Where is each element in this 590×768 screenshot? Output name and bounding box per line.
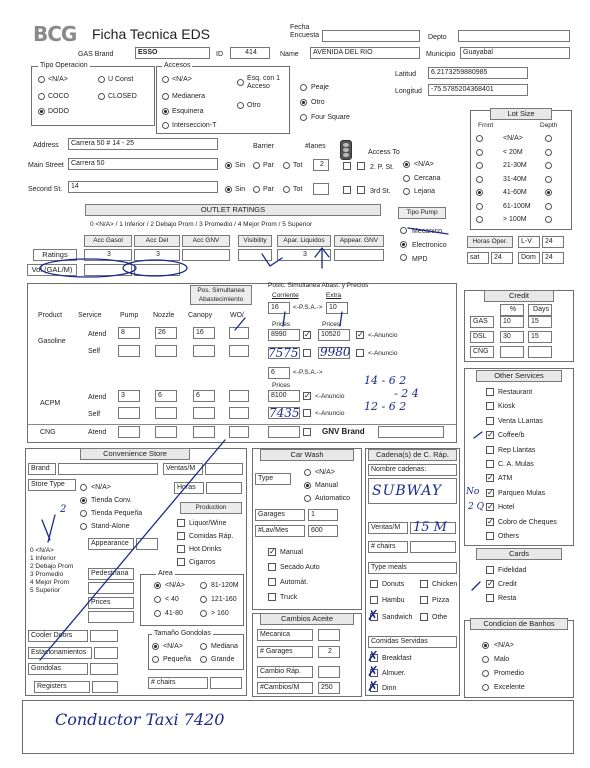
- meal-pizza-label: Pizza: [432, 597, 450, 604]
- cs-horas-label: Horas: [174, 482, 204, 494]
- cw-lavmes-field[interactable]: 600: [308, 525, 338, 537]
- cs-store-type-label: Store Type: [28, 479, 76, 491]
- cs-tamano-pequena-label: Pequeña: [163, 656, 192, 663]
- comida-breakfast-x-icon: ✗: [367, 649, 379, 665]
- acpm-atend-label: Atend: [88, 394, 107, 401]
- banos-label: <N/A>: [494, 642, 514, 649]
- lot-option-label: 31-40M: [503, 175, 527, 183]
- cs-area-gt160-label: > 160: [211, 610, 229, 617]
- gas-prices-label-a: Prices: [272, 321, 291, 328]
- rating-acc-del[interactable]: 3: [134, 249, 180, 261]
- horas-lv-label: L-V: [518, 236, 540, 248]
- lot-option-label: > 100M: [503, 216, 527, 223]
- cs-area-label: Area: [158, 570, 173, 577]
- col-product: Product: [38, 312, 63, 319]
- peaje-label: Peaje: [311, 84, 329, 91]
- convenience-title: Convenience Store: [80, 448, 190, 460]
- cs-gondolas-label: Gondolas: [28, 663, 88, 675]
- gasoline-label: Gasoline: [38, 338, 66, 345]
- banos-label: Malo: [494, 656, 510, 663]
- comida-dinn-x-icon: ✗: [367, 679, 379, 695]
- col-service: Service: [78, 312, 102, 319]
- cw-lavmes-label: #Lav/Mes: [255, 525, 305, 537]
- visibility-check-mark: [262, 254, 282, 266]
- cs-ventas-label: Ventas/M: [163, 463, 203, 475]
- credit-pct-header: %: [500, 304, 524, 316]
- ca-cambios-mes-label: #Cambios/M: [257, 682, 313, 694]
- service-label: Cobro de Cheques: [498, 518, 557, 526]
- lot-option-label: 21-30M: [503, 162, 527, 169]
- fecha-label: Fecha Encuesta: [290, 24, 320, 39]
- credit-tick: [472, 582, 480, 590]
- gas-hw-extra-price: 9980: [320, 345, 351, 359]
- acpm-anuncio-label: <-Anuncio: [315, 393, 345, 400]
- longitud-field[interactable]: -75.5785204368401: [428, 84, 528, 96]
- comida-breakfast-label: Breakfast: [382, 655, 412, 662]
- diagonal-cross-mark: [40, 440, 225, 660]
- cadena-comidas-label: Comidas Servidas: [368, 636, 457, 648]
- accesos-esquinera-label: Esquinera: [172, 108, 204, 115]
- rating-apar-liquidos[interactable]: 3: [277, 249, 331, 261]
- second-barrier-tot-label: Tot: [293, 186, 303, 193]
- acpm-anuncio-label-self: <-Anuncio: [315, 410, 345, 417]
- barrier-label: Barrier: [253, 143, 275, 150]
- col-canopy: Canopy: [188, 312, 213, 319]
- ca-cambio-rap-label: Cambio Ráp.: [257, 666, 313, 678]
- main-street-label: Main Street: [28, 162, 64, 169]
- gas-canopy-field[interactable]: 16: [193, 327, 215, 339]
- cs-comidas-label: Comidas Ráp.: [189, 533, 234, 540]
- cadena-chairs-label: # chairs: [368, 541, 408, 553]
- gas-brand-label: GAS Brand: [78, 51, 114, 58]
- wo-tick: [235, 318, 245, 330]
- pump-mecanico-label: Mecanico: [412, 228, 442, 235]
- col-nozzle: Nozzle: [153, 312, 175, 319]
- service-label: Others: [498, 533, 520, 540]
- acpm-note-2: - 2 4: [394, 387, 419, 400]
- lot-option-label: < 20M: [503, 148, 523, 156]
- pump-electronico-label: Electronico: [412, 242, 447, 249]
- main-barrier-par-label: Par: [263, 162, 274, 169]
- cadena-type-meals-label: Type meals: [368, 562, 457, 574]
- horas-dom-field[interactable]: 24: [542, 252, 564, 264]
- cs-hw-mark: 2: [60, 504, 67, 515]
- accesos-na-label: <N/A>: [172, 76, 192, 83]
- credit-gas-days[interactable]: 15: [528, 316, 552, 328]
- card-label: Credit: [498, 581, 517, 588]
- acpm-self-label: Self: [88, 411, 101, 418]
- cards-title: Cards: [476, 548, 562, 560]
- address-label: Address: [33, 142, 59, 149]
- car-wash-title: Car Wash: [260, 449, 354, 461]
- second-barrier-sin-label: Sin: [235, 186, 246, 193]
- cs-area-160-label: 121-160: [211, 596, 237, 603]
- horas-lv-field[interactable]: 24: [542, 236, 564, 248]
- other-services-title: Other Services: [476, 370, 562, 382]
- horas-oper-label: Horas Oper.: [467, 236, 513, 248]
- rating-acc-gasol[interactable]: 3: [84, 249, 132, 261]
- service-label: Kiosk: [498, 403, 516, 411]
- cs-scribble-mark: [42, 515, 55, 542]
- latitud-field[interactable]: 6.2173259880985: [428, 67, 528, 79]
- outlet-ratings-scale: 0 <N/A> / 1 Inferior / 2 Debajo Prom / 3 Promedio / 4 Mejor Prom / 5 Superior: [90, 221, 313, 228]
- gasoline-self-label: Self: [88, 348, 101, 355]
- acc-del-button[interactable]: Acc Del: [134, 235, 180, 247]
- cadena-title: Cadena(s) de C. Ráp.: [368, 449, 457, 461]
- lot-depth-label: Depth: [540, 122, 558, 129]
- comida-almuer-x-icon: ✗: [367, 664, 379, 680]
- gasoline-atend-label: Atend: [88, 331, 107, 338]
- ca-cambios-mes-field[interactable]: 250: [318, 682, 340, 694]
- accesos-medianera-label: Medianera: [172, 93, 206, 100]
- service-label: Parqueo Mulas: [498, 489, 546, 497]
- cs-estacionamientos-label: Estacionamientos: [28, 647, 92, 659]
- otro-label: Otro: [311, 99, 325, 106]
- cs-prices-label: Prices: [88, 597, 134, 609]
- ca-mecanica-label: Mecanica: [257, 629, 313, 641]
- cw-truck-label: Truck: [280, 594, 298, 601]
- lot-option-label: 61-100M: [503, 202, 531, 210]
- lot-frente-label: Frnnt: [478, 122, 494, 129]
- tipo-op-dodo-label: DODO: [48, 108, 69, 115]
- mecanico-strike-mark: [408, 228, 448, 234]
- acc-gnv-button[interactable]: Acc GNV: [182, 235, 230, 247]
- banos-title: Condicion de Banhos: [470, 618, 568, 630]
- gas-anuncio-label: <-Anuncio: [368, 332, 398, 339]
- name-field[interactable]: AVENIDA DEL RIO: [310, 47, 420, 59]
- cs-cooler-label: Cooler Doors: [28, 630, 88, 642]
- cw-type-label: Type: [255, 473, 291, 485]
- cw-type-auto-label: Automatico: [315, 495, 351, 502]
- banos-label: Excelente: [494, 684, 525, 691]
- service-label: Venta LLantas: [498, 417, 543, 425]
- gas-price-extra[interactable]: 10520: [318, 329, 350, 341]
- tipo-op-coco-label: COCO: [48, 93, 69, 100]
- municipio-field[interactable]: Guayabal: [460, 47, 570, 59]
- comida-dinn-label: Dinn: [382, 685, 397, 692]
- lot-size-title: Lot Size: [490, 108, 552, 120]
- accesos-otro-label: Otro: [247, 102, 261, 109]
- credit-days-header: Days: [528, 304, 552, 316]
- ratings-label: Ratings: [33, 249, 77, 261]
- cw-garages-label: Garages: [255, 509, 305, 521]
- second-st-field[interactable]: 14: [68, 181, 218, 193]
- cw-type-na-label: <N/A>: [315, 469, 335, 476]
- cs-registers-label: Registers: [34, 681, 90, 693]
- visibility-button[interactable]: Visibility: [238, 235, 272, 247]
- latitud-label: Latitud: [395, 71, 417, 78]
- corriente-label: Corriente: [272, 292, 299, 299]
- main-street-field[interactable]: Carrera 50: [68, 158, 218, 170]
- cw-type-manual-label: Manual: [315, 482, 338, 489]
- pump-mpd-label: MPD: [412, 256, 428, 263]
- accesos-title: Accesos: [164, 62, 191, 69]
- horas-dom-label: Dom: [518, 252, 540, 264]
- meal-chicken-label: Chicken: [432, 581, 458, 588]
- acpm-label: ACPM: [40, 400, 61, 407]
- gas-hw-corriente-price: 7575: [268, 346, 299, 360]
- address-field[interactable]: Carrera 50 # 14 - 25: [68, 138, 218, 150]
- posic-header: Posic. Simultanea Abast. y Precios: [268, 282, 369, 289]
- ca-garages-field[interactable]: 2: [318, 646, 340, 658]
- service-label: Hotel: [498, 504, 515, 512]
- cng-label: CNG: [40, 429, 56, 436]
- outlet-ratings-title: OUTLET RATINGS: [85, 204, 381, 216]
- credit-cng-label: CNG: [470, 346, 494, 358]
- card-label: Resta: [498, 595, 517, 602]
- tipo-operacion-title: Tipo Operacion: [40, 62, 88, 69]
- cs-brand-label: Brand: [28, 463, 56, 475]
- extra-label: Extra: [326, 292, 342, 299]
- municipio-label: Municipio: [426, 51, 456, 58]
- longitud-label: Longitud: [395, 88, 422, 95]
- horas-sat-field[interactable]: 24: [491, 252, 513, 264]
- access-na-label: <N/A>: [414, 161, 434, 168]
- access-cercana-label: Cercana: [414, 175, 441, 182]
- lot-option-label: 41-60M: [503, 189, 527, 196]
- acpm-price-field[interactable]: 8100: [268, 390, 300, 402]
- extra-tick: [340, 312, 342, 326]
- gnv-brand-label: GNV Brand: [322, 427, 365, 436]
- gas-anuncio-label-self: <-Anuncio: [368, 350, 398, 357]
- apar-liquidos-button[interactable]: Apar. Liquidos: [277, 235, 331, 247]
- cs-cigarros-label: Cigarros: [189, 559, 216, 566]
- cs-area-na-label: <N/A>: [165, 582, 185, 589]
- acpm-nozzle-field[interactable]: 6: [155, 390, 177, 402]
- cs-production-label: Production: [180, 502, 242, 514]
- cw-manual-label: Manual: [280, 549, 303, 556]
- meal-othe-label: Othe: [432, 614, 448, 621]
- gas-prices-label-b: Prices: [322, 321, 341, 328]
- cs-area-40-label: < 40: [165, 596, 179, 603]
- tipo-op-uconst-label: U Const: [108, 76, 134, 83]
- col-wo: WO/: [230, 312, 244, 319]
- cs-area-80-label: 41-80: [165, 610, 183, 617]
- vol-circle-mark: [40, 259, 136, 277]
- cng-atend-label: Atend: [88, 429, 107, 436]
- comida-almuer-label: Almuer.: [382, 670, 406, 677]
- cs-tamano-grande-label: Grande: [211, 656, 235, 663]
- tipo-op-closed-label: CLOSED: [108, 93, 137, 100]
- appear-gnv-button[interactable]: Appear. GNV: [334, 235, 384, 247]
- service-label: Restaurant: [498, 389, 533, 396]
- services-hw-no: No: [466, 487, 480, 497]
- depto-label: Depto: [428, 34, 447, 41]
- cs-area-120-label: 81-120M: [211, 582, 239, 589]
- cadena-nombre-label: Nombre cadenas:: [368, 464, 457, 476]
- cs-store-standalone-label: Stand-Alone: [91, 523, 130, 530]
- meal-hambu-label: Hambu: [382, 597, 405, 604]
- two-pst-label: 2. P. St.: [370, 164, 394, 171]
- cs-appearance-label: Appearance: [88, 538, 134, 550]
- cs-scale-list: 0 <N/A> 1 Inferior 2 Debajo Prom 3 Promedio 4 Mejor Prom 5 Superior: [30, 547, 74, 594]
- services-hw-2q: 2 Q: [468, 502, 484, 512]
- main-barrier-sin-label: Sin: [235, 162, 246, 169]
- cs-store-na-label: <N/A>: [91, 484, 111, 491]
- card-label: Fidelidad: [498, 567, 527, 574]
- cadena-ventas-hw: 15 M: [413, 520, 447, 535]
- gas-price-corriente[interactable]: 8990: [268, 329, 300, 341]
- meal-donuts-label: Donuts: [382, 581, 405, 588]
- corriente-psa-field[interactable]: 16: [268, 302, 290, 314]
- coffee-tick: [474, 432, 482, 438]
- lanes-label: #lanes: [305, 143, 326, 150]
- tipo-op-na-label: <N/A>: [48, 76, 68, 83]
- acpm-psa-label: <-P.S.A.->: [293, 369, 323, 376]
- acpm-canopy-field[interactable]: 6: [193, 390, 215, 402]
- gas-pump-field[interactable]: 8: [118, 327, 140, 339]
- service-label: Rep Llantas: [498, 446, 536, 454]
- acpm-psa-field[interactable]: 6: [268, 367, 290, 379]
- third-st-label: 3rd St.: [370, 188, 391, 195]
- cw-garages-field[interactable]: 1: [308, 509, 338, 521]
- second-st-label: Second St.: [28, 186, 63, 193]
- tipo-pump-title: Tipo Pump: [398, 207, 446, 219]
- cadena-ventas-label: Ventas/M: [368, 522, 408, 534]
- cs-liquor-label: Liquor/Wine: [189, 520, 227, 527]
- accesos-esq-1-label: Esq. con 1 Acceso: [247, 75, 281, 90]
- main-lanes-field[interactable]: 2: [313, 159, 329, 171]
- pos-simultanea-button: Pos. Simultanea Abastecimiento: [190, 285, 252, 305]
- bcg-logo: BCG: [33, 22, 77, 46]
- corriente-tick: [283, 312, 285, 326]
- credit-dsl-label: DSL: [470, 331, 494, 343]
- acpm-note-3: 12 - 6 2: [364, 400, 407, 413]
- credit-dsl-pct[interactable]: 30: [500, 331, 524, 343]
- cs-tamano-label: Tamaño Gondolas: [154, 630, 211, 637]
- name-label: Name: [280, 51, 299, 58]
- banos-label: Promedio: [494, 670, 524, 677]
- apar-arrow-mark: [315, 248, 329, 268]
- cw-automat-label: Automát.: [280, 579, 309, 586]
- accesos-interseccion-label: Interseccion-T: [172, 122, 217, 129]
- acc-gasol-button[interactable]: Acc Gasol: [84, 235, 132, 247]
- form-title: Ficha Tecnica EDS: [92, 26, 211, 42]
- ca-garages-label: # Garages: [257, 646, 313, 658]
- credit-dsl-days[interactable]: 15: [528, 331, 552, 343]
- cs-store-tienda-conv-label: Tienda Conv.: [91, 497, 132, 504]
- cadena-nombre-hw: SUBWAY: [372, 483, 443, 499]
- horas-sat-label: sat: [467, 252, 489, 264]
- acpm-prices-label: Prices: [272, 382, 291, 389]
- comments-hw-note: Conductor Taxi 7420: [55, 710, 225, 729]
- gas-nozzle-field[interactable]: 26: [155, 327, 177, 339]
- psa-label: <-P.S.A.->: [293, 304, 323, 311]
- extra-psa-field[interactable]: 10: [326, 302, 348, 314]
- service-label: C. A. Mulas: [498, 461, 534, 468]
- cs-hotdrinks-label: Hot Drinks: [189, 546, 222, 553]
- service-label: Coffee/b: [498, 432, 525, 440]
- acpm-pump-field[interactable]: 3: [118, 390, 140, 402]
- access-to-label: Access To: [368, 149, 400, 156]
- meal-sandwich-label: Sandwich: [382, 614, 413, 621]
- meal-sandwich-x-icon: ✗: [367, 608, 379, 624]
- credit-title: Credit: [484, 290, 554, 302]
- cs-tamano-mediana-label: Mediana: [211, 643, 238, 650]
- gas-brand-field[interactable]: ESSO: [135, 47, 210, 59]
- id-label: ID: [216, 51, 223, 58]
- access-lejana-label: Lejana: [414, 188, 436, 195]
- cs-pedestrians-label: Pedestriana: [88, 568, 134, 580]
- vol-label: Vol (GAL/M): [27, 264, 77, 276]
- main-barrier-tot-label: Tot: [293, 162, 303, 169]
- acpm-note-1: 14 - 6 2: [364, 374, 407, 387]
- cs-tamano-na-label: <N/A>: [163, 643, 183, 650]
- acpm-hw-price: 7435: [269, 406, 300, 420]
- credit-gas-pct[interactable]: 10: [500, 316, 524, 328]
- col-pump: Pump: [120, 312, 139, 319]
- cs-chairs-label: # chairs: [148, 677, 208, 689]
- cambios-aceite-title: Cambios Aceite: [260, 613, 354, 625]
- service-label: ATM: [498, 475, 513, 483]
- id-field[interactable]: 414: [230, 47, 270, 59]
- cw-secado-label: Secado Auto: [280, 564, 320, 571]
- credit-gas-label: GAS: [470, 316, 494, 328]
- four-square-label: Four Square: [311, 114, 350, 121]
- second-barrier-par-label: Par: [263, 186, 274, 193]
- vol-circle-mark-2: [123, 260, 187, 276]
- cs-store-tienda-peq-label: Tienda Pequeña: [91, 510, 143, 517]
- lot-option-label: <N/A>: [503, 135, 523, 142]
